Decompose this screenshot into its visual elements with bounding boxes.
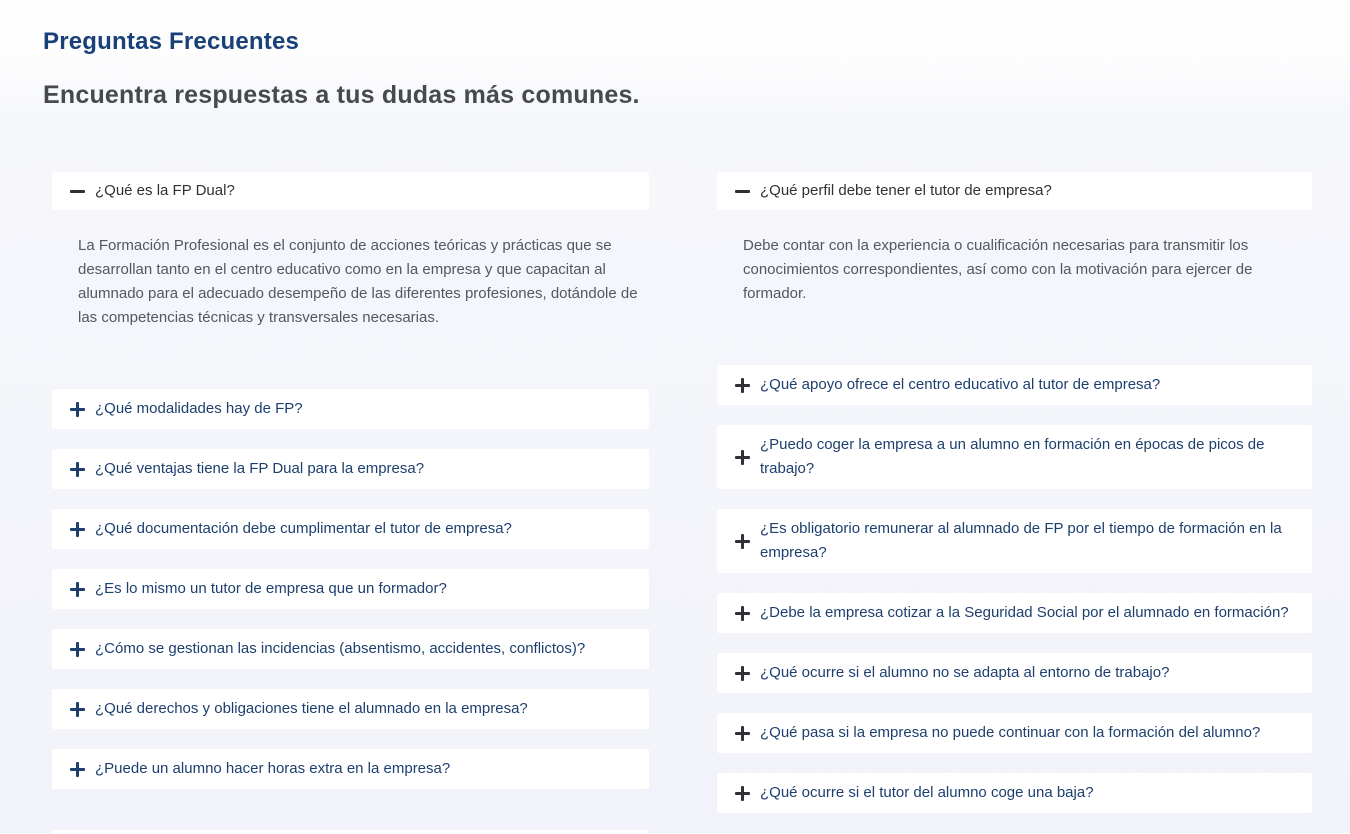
- plus-icon: [70, 462, 85, 477]
- faq-question: ¿Qué documentación debe cumplimentar el tutor de empresa?: [95, 520, 512, 537]
- faq-question: ¿Qué derechos y obligaciones tiene el alumnado en la empresa?: [95, 700, 528, 717]
- faq-item-picos-trabajo[interactable]: [717, 425, 1312, 489]
- faq-item-tutor-baja[interactable]: [717, 773, 1312, 813]
- plus-icon: [735, 534, 750, 549]
- faq-item-documentacion-tutor[interactable]: [52, 509, 649, 549]
- plus-icon: [70, 582, 85, 597]
- faq-question: ¿Qué apoyo ofrece el centro educativo al tutor de empresa?: [760, 376, 1161, 393]
- faq-item-derechos-obligaciones[interactable]: [52, 689, 649, 729]
- page-title: Preguntas Frecuentes: [43, 28, 300, 56]
- faq-question: ¿Puede un alumno hacer horas extra en la empresa?: [95, 760, 451, 777]
- plus-icon: [70, 642, 85, 657]
- faq-question: ¿Debe la empresa cotizar a la Seguridad Social por el alumnado en formación?: [760, 604, 1289, 621]
- faq-answer: La Formación Profesional es el conjunto de acciones teóricas y prácticas que se desarrollan tanto en el centro educativo como en la empresa y que capacitan al alumnado para el adecuado desempeño de las diferentes profesiones, dotándole de las competencias técnicas y transversales necesarias.: [78, 237, 638, 326]
- faq-item-alumno-no-adapta[interactable]: [717, 653, 1312, 693]
- faq-item-perfil-tutor[interactable]: [717, 172, 1312, 210]
- faq-item-ventajas-fp-dual[interactable]: [52, 449, 649, 489]
- faq-item-remunerar-alumnado[interactable]: [717, 509, 1312, 573]
- faq-question: ¿Qué modalidades hay de FP?: [95, 400, 303, 417]
- faq-question: ¿Es obligatorio remunerar al alumnado de FP por el tiempo de formación en la empresa?: [760, 520, 1282, 561]
- plus-icon: [735, 606, 750, 621]
- faq-item-empresa-no-continua[interactable]: [717, 713, 1312, 753]
- faq-answer: Debe contar con la experiencia o cualificación necesarias para transmitir los conocimientos correspondientes, así como con la motivación para ejercer de formador.: [743, 237, 1253, 302]
- plus-icon: [70, 402, 85, 417]
- plus-icon: [70, 702, 85, 717]
- faq-question: ¿Es lo mismo un tutor de empresa que un formador?: [95, 580, 447, 597]
- minus-icon: [735, 184, 750, 199]
- faq-question: ¿Puedo coger la empresa a un alumno en formación en épocas de picos de trabajo?: [760, 436, 1265, 477]
- plus-icon: [70, 522, 85, 537]
- faq-question: ¿Qué ocurre si el tutor del alumno coge una baja?: [760, 784, 1094, 801]
- faq-question: ¿Qué ventajas tiene la FP Dual para la empresa?: [95, 460, 425, 477]
- faq-item-apoyo-centro-educativo[interactable]: [717, 365, 1312, 405]
- faq-item-modalidades-fp[interactable]: [52, 389, 649, 429]
- faq-item-que-es-fp-dual[interactable]: [52, 172, 649, 210]
- plus-icon: [735, 378, 750, 393]
- faq-item-horas-extra[interactable]: [52, 749, 649, 789]
- faq-item-tutor-vs-formador[interactable]: [52, 569, 649, 609]
- plus-icon: [735, 786, 750, 801]
- minus-icon: [70, 184, 85, 199]
- page-subtitle: Encuentra respuestas a tus dudas más comunes.: [43, 80, 640, 109]
- faq-item-partial-next[interactable]: [52, 830, 649, 834]
- plus-icon: [735, 666, 750, 681]
- faq-item-seguridad-social[interactable]: [717, 593, 1312, 633]
- faq-question: ¿Qué es la FP Dual?: [95, 182, 235, 199]
- plus-icon: [735, 450, 750, 465]
- faq-item-gestion-incidencias[interactable]: [52, 629, 649, 669]
- plus-icon: [70, 762, 85, 777]
- faq-question: ¿Cómo se gestionan las incidencias (absentismo, accidentes, conflictos)?: [95, 640, 586, 657]
- plus-icon: [735, 726, 750, 741]
- faq-question: ¿Qué perfil debe tener el tutor de empresa?: [760, 182, 1052, 199]
- faq-column-left: [52, 172, 649, 809]
- faq-column-right: [717, 172, 1312, 833]
- faq-question: ¿Qué pasa si la empresa no puede continuar con la formación del alumno?: [760, 724, 1261, 741]
- faq-question: ¿Qué ocurre si el alumno no se adapta al entorno de trabajo?: [760, 664, 1170, 681]
